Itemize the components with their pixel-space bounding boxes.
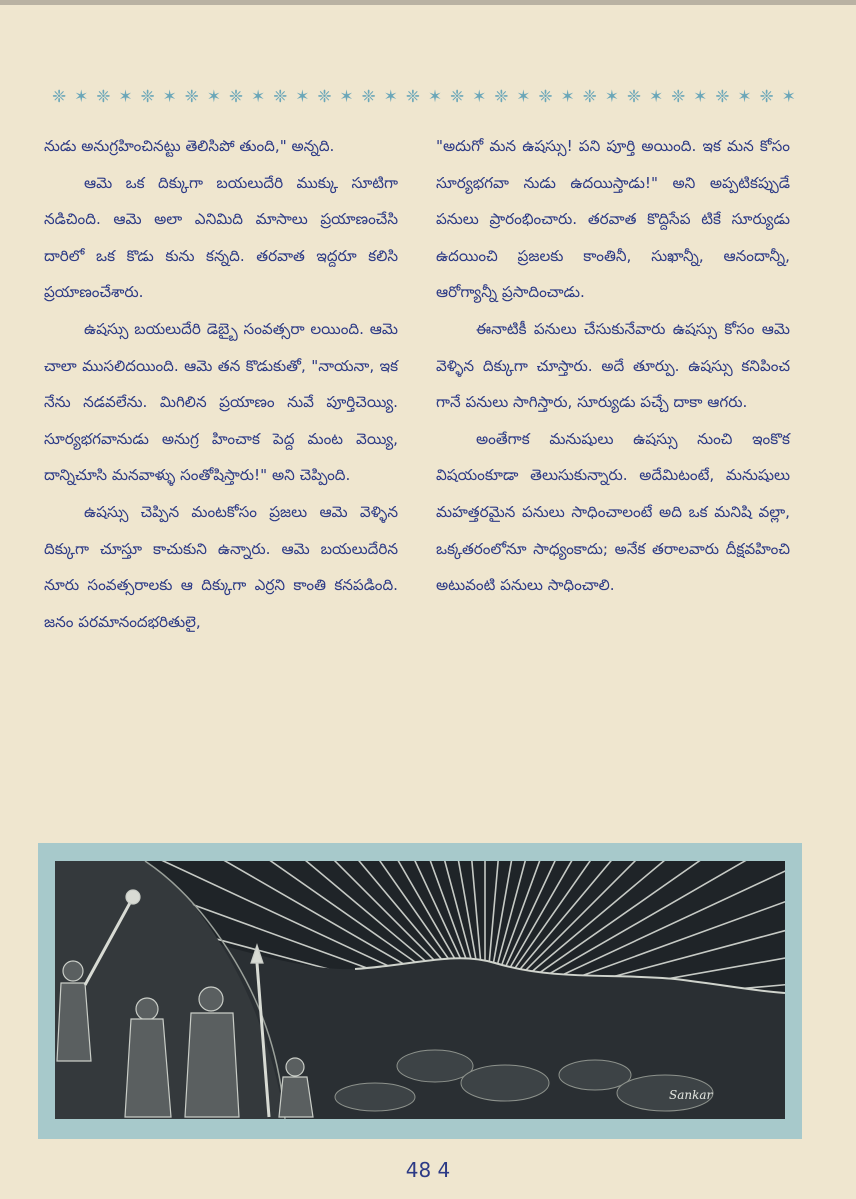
left-text-column <box>44 128 398 640</box>
ornament-glyph: ✶ <box>560 87 575 107</box>
paragraph: ఉషస్సు చెప్పిన మంటకోసం ప్రజలు ఆమె వెళ్ళిన దిక్కుగా చూస్తూ కాచుకుని ఉన్నారు. ఆమె బయలుదేరిన నూరు సంవత్సరాలకు ఆ దిక్కుగా ఎర్రని కాంతి కనపడింది. జనం పరమానందభరితులై, <box>44 502 398 631</box>
ornament-glyph: ✶ <box>295 87 310 107</box>
ornament-glyph: ❈ <box>715 87 730 107</box>
right-text-column <box>436 128 790 604</box>
ornament-glyph: ❈ <box>140 87 155 107</box>
ornament-glyph: ✶ <box>339 87 354 107</box>
ornament-glyph: ✶ <box>250 87 266 107</box>
ornament-glyph: ❈ <box>494 87 509 107</box>
ornament-glyph: ✶ <box>737 87 752 107</box>
ornament-glyph: ✶ <box>118 87 133 107</box>
ornament-glyph: ❈ <box>228 87 244 107</box>
ornament-glyph: ❈ <box>671 87 686 107</box>
ornamental-border <box>52 84 796 110</box>
ornament-glyph: ❈ <box>582 87 597 107</box>
illustration-frame <box>38 843 802 1139</box>
ornament-glyph: ❈ <box>317 87 332 107</box>
ornament-glyph: ❈ <box>626 87 642 107</box>
paragraph: నుడు అనుగ్రహించినట్టు తెలిసిపో తుంది," అన్నది. <box>44 137 335 155</box>
ornament-glyph: ✶ <box>604 87 619 107</box>
ornament-glyph: ❈ <box>759 87 774 107</box>
paragraph: ఉషస్సు బయలుదేరి డెబ్బై సంవత్సరా లయింది. ఆమె చాలా ముసలిదయింది. ఆమె తన కొడుకుతో, "నాయనా, ఇక నేను నడవలేను. మిగిలిన ప్రయాణం నువే పూర్తిచెయ్యి. సూర్యభగవానుడు అనుగ్ర హించాక పెద్ద మంట వెయ్యి, దాన్నిచూసి మనవాళ్ళు సంతోషిస్తారు!" అని చెప్పింది. <box>44 319 398 485</box>
ornament-glyph: ❈ <box>184 87 199 107</box>
page-number: 48 4 <box>405 1158 451 1182</box>
ornament-glyph: ✶ <box>162 87 177 107</box>
top-edge-line <box>0 0 856 5</box>
ornament-glyph: ❈ <box>449 87 465 107</box>
ornament-glyph: ✶ <box>693 87 708 107</box>
paragraph: ఆమె ఒక దిక్కుగా బయలుదేరి ముక్కు సూటిగా నడిచింది. ఆమె అలా ఎనిమిది మాసాలు ప్రయాణంచేసి దారిలో ఒక కొడు కును కన్నది. తరవాత ఇద్దరూ కలిసి ప్రయాణంచేశారు. <box>44 173 398 302</box>
ornament-glyph: ✶ <box>472 87 487 107</box>
ornament-glyph: ❈ <box>273 87 288 107</box>
ornament-glyph: ❈ <box>52 87 67 107</box>
ornament-glyph: ❈ <box>96 87 111 107</box>
ornament-glyph: ✶ <box>427 87 443 107</box>
ornament-glyph: ❈ <box>538 87 553 107</box>
ornament-glyph: ✶ <box>383 87 398 107</box>
ornament-glyph: ❈ <box>361 87 376 107</box>
paragraph: అంతేగాక మనుషులు ఉషస్సు నుంచి ఇంకొక విషయంకూడా తెలుసుకున్నారు. అదేమిటంటే, మనుషులు మహత్తరమైన పనులు సాధించాలంటే అది ఒక మనిషి వల్లా, ఒక్కతరంలోనూ సాధ్యంకాదు; అనేక తరాలవారు దీక్షవహించి అటువంటి పనులు సాధించాలి. <box>436 429 790 595</box>
artist-signature: Sankar <box>669 1088 713 1102</box>
ornament-glyph: ✶ <box>74 87 89 107</box>
ornament-glyph: ✶ <box>516 87 531 107</box>
ornament-glyph: ❈ <box>405 87 420 107</box>
ornament-glyph: ✶ <box>781 87 796 107</box>
ornament-glyph: ✶ <box>648 87 664 107</box>
paragraph: "అదుగో మన ఉషస్సు! పని పూర్తి అయింది. ఇక మన కోసం సూర్యభగవా నుడు ఉదయిస్తాడు!" అని అప్పటికప్పుడే పనులు ప్రారంభించారు. తరవాత కొద్దిసేప టికే సూర్యుడు ఉదయించి ప్రజలకు కాంతినీ, సుఖాన్నీ, ఆనందాన్నీ, ఆరోగ్యాన్నీ ప్రసాదించాడు. <box>436 137 790 302</box>
paragraph: ఈనాటికీ పనులు చేసుకునేవారు ఉషస్సు కోసం ఆమె వెళ్ళిన దిక్కుగా చూస్తారు. అదే తూర్పు. ఉషస్సు కనిపించ గానే పనులు సాగిస్తారు, సూర్యుడు పచ్చే దాకా ఆగరు. <box>436 319 790 412</box>
sunrise-illustration <box>55 861 785 1119</box>
ornament-glyph: ✶ <box>206 87 222 107</box>
